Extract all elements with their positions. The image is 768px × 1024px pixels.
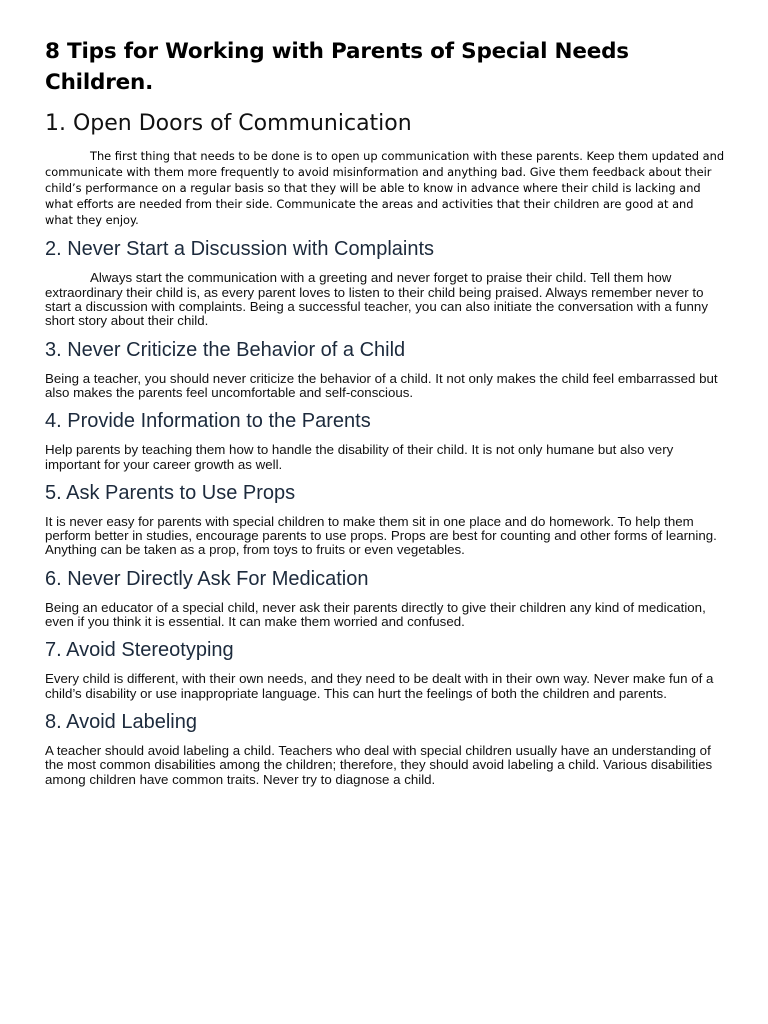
section-1-heading: 1. Open Doors of Communication	[45, 111, 412, 136]
section-4-heading: 4. Provide Information to the Parents	[45, 410, 371, 433]
section-5-body: It is never easy for parents with special children to make them sit in one place and do homework. To help them perform better in studies, encourage parents to use props. Props are best for counting and other forms of learning. Anything can be taken as a prop, from toys to fruits or even vegetables.	[45, 513, 717, 558]
section-4-body: Help parents by teaching them how to handle the disability of their child. It is not only humane but also very important for your career growth as well.	[45, 442, 674, 472]
section-6-heading: 6. Never Directly Ask For Medication	[45, 567, 369, 590]
document-page	[45, 36, 725, 791]
section-6-body: Being an educator of a special child, never ask their parents directly to give their children any kind of medication, even if you think it is essential. It can make them worried and confused.	[45, 599, 706, 630]
section-7-body: Every child is different, with their own needs, and they need to be dealt with in their own way. Never make fun of a child’s disability or use inappropriate language. This can hurt the feelings of both the children and parents.	[45, 671, 714, 701]
document-title: 8 Tips for Working with Parents of Special Needs Children.	[45, 39, 629, 95]
section-2-body: Always start the communication with a greeting and never forget to praise their child. Tell them how extraordinary their child is, as every parent loves to listen to their child being praised. Always remember never to start a discussion with complaints. Being a successful teacher, you can also initiate the conversation with a funny short story about their child.	[45, 270, 708, 329]
section-2-heading: 2. Never Start a Discussion with Complaints	[45, 238, 435, 261]
section-1-body: The first thing that needs to be done is to open up communication with these parents. Keep them updated and communicate with them more frequently to avoid misinformation and anything bad. Give them feedback about their child’s performance on a regular basis so that they will be able to know in advance where their child is lacking and what efforts are needed from their side. Communicate the areas and activities that their children are good at and what they enjoy.	[45, 149, 725, 228]
section-3-heading: 3. Never Criticize the Behavior of a Child	[45, 338, 406, 361]
section-3-body: Being a teacher, you should never criticize the behavior of a child. It not only makes the child feel embarrassed but also makes the parents feel uncomfortable and self-conscious.	[45, 370, 718, 400]
section-5-heading: 5. Ask Parents to Use Props	[45, 481, 296, 504]
section-8-body: A teacher should avoid labeling a child. Teachers who deal with special children usually have an understanding of the most common disabilities among the children; therefore, they should avoid labeling a child. Various disabilities among children have common traits. Never try to diagnose a child.	[45, 742, 713, 787]
section-8-heading: 8. Avoid Labeling	[45, 710, 197, 733]
section-7-heading: 7. Avoid Stereotyping	[45, 639, 234, 662]
